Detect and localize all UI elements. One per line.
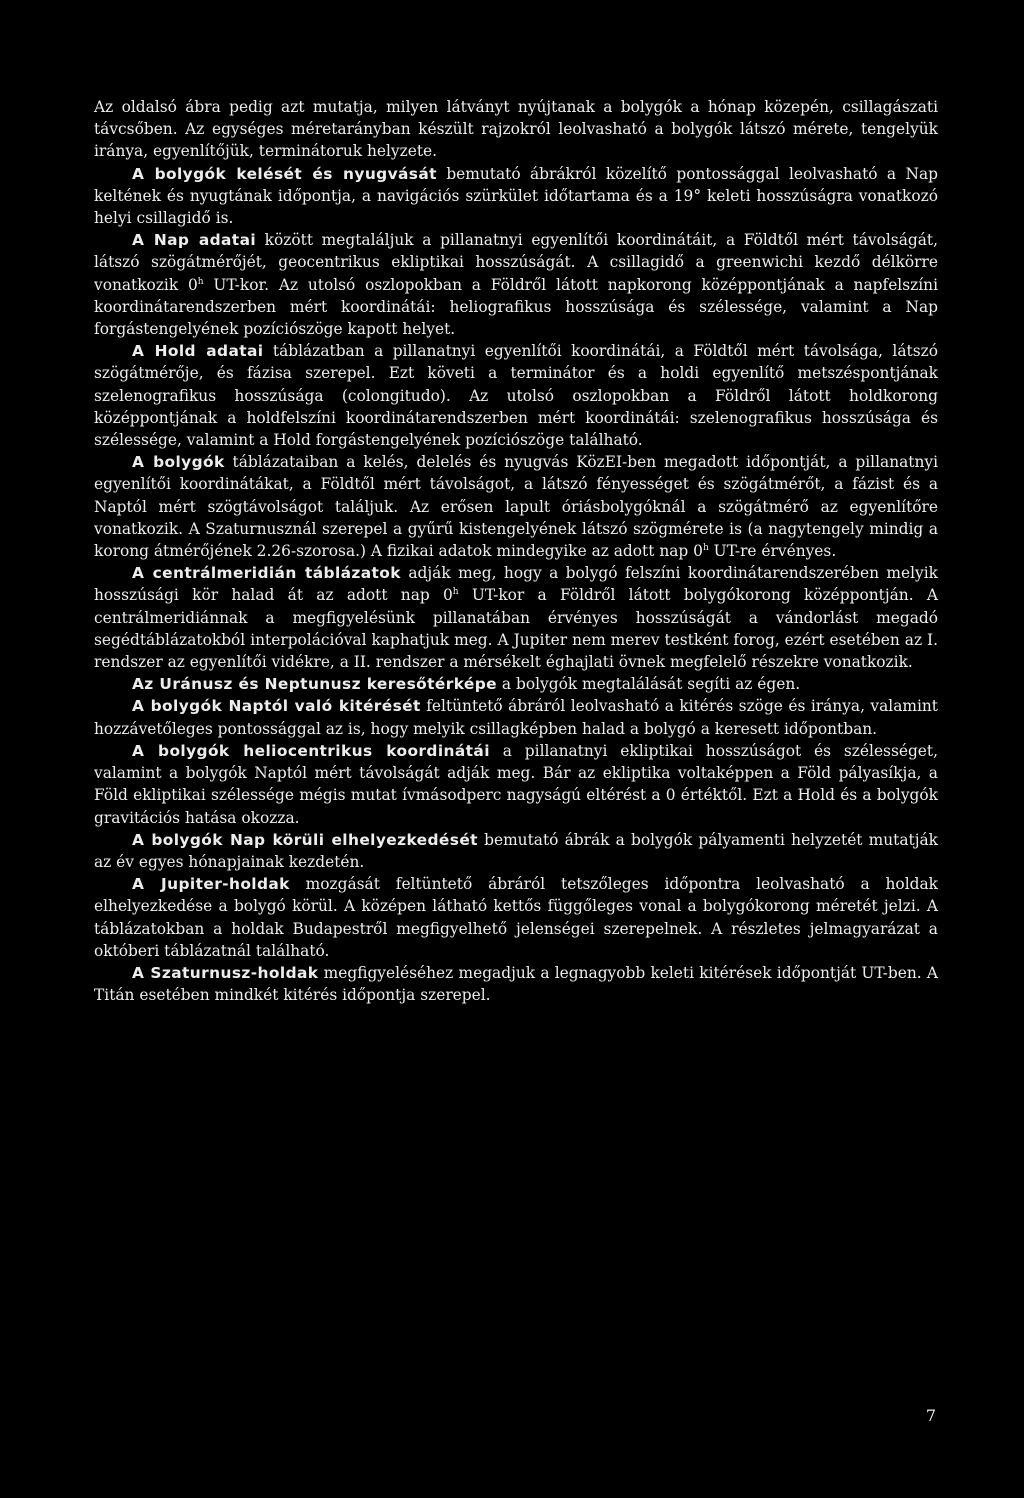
paragraph-12-text: megfigyeléséhez megadjuk a legnagyobb keleti kitérések időpontját UT-ben. A Titán esetében mindkét kitérés időpontja szerepel. [94,963,938,1005]
paragraph-10-text: bemutató ábrák a bolygók pályamenti helyzetét mutatják az év egyes hónapjainak kezdetén. [94,830,939,871]
text-column [94,96,938,1006]
paragraph-11 [94,873,938,962]
paragraph-3-tail: UT-kor. Az utolsó oszlopokban a Földről látott napkorong középpontjának a napfelszíni koordinátarendszerben mért koordinátái: heliografikus hosszúsága és szélessége, valamint a Nap forgástengelyének pozíciószöge kapott helyet. [94,275,938,339]
paragraph-5-text: táblázataiban a kelés, delelés és nyugvás KözEI-ben megadott időpontját, a pillanatnyi egyenlítői koordinátákat, a Földtől mért távolságot, a látszó fényességet és szögátmérőt, a fázist és a Naptól mért szögtávolságot találjuk. Az erősen lapult óriásbolygóknál a szögátmérő az egyenlítőre vonatkozik. A Szaturnusznál szerepel a gyűrű kistengelyének látszó szögmérete is (a nagytengely mindig a korong átmérőjének 2.26-szorosa.) A fizikai adatok mindegyike az adott nap 0 [94,453,938,561]
paragraph-8-lead: A bolygók Naptól való kitérését [132,697,421,716]
paragraph-7 [94,673,938,695]
page-number: 7 [925,1406,936,1425]
paragraph-3-lead: A Nap adatai [132,231,257,250]
paragraph-3-text: között megtaláljuk a pillanatnyi egyenlítői koordinátáit, a Földtől mért távolságát, látszó szögátmérőjét, geocentrikus ekliptikai hosszúságát. A csillagidő a greenwichi kezdő délkörre vonatkozik 0 [94,231,938,294]
paragraph-1-text: Az oldalsó ábra pedig azt mutatja, milyen látványt nyújtanak a bolygók a hónap közepén, csillagászati távcsőben. Az egységes méretarányban készült rajzokról leolvasható a bolygók látszó mérete, tengelyük iránya, egyenlítőjük, terminátoruk helyzete. [94,98,938,161]
paragraph-6-text: adják meg, hogy a bolygó felszíni koordinátarendszerében melyik hosszúsági kör halad át az adott nap 0 [94,564,938,605]
paragraph-4-lead: A Hold adatai [132,342,264,361]
paragraph-5-tail: UT-re érvényes. [708,542,837,561]
paragraph-6 [94,562,938,673]
paragraph-5 [94,451,938,562]
hour-superscript: h [702,542,709,553]
paragraph-10 [94,829,938,873]
paragraph-7-lead: Az Uránusz és Neptunusz keresőtérképe [132,675,498,694]
paragraph-2 [94,163,938,230]
paragraph-2-text: bemutató ábrákról közelítő pontossággal leolvasható a Nap keltének és nyugtának időpontja, a navigációs szürkület időtartama és a 19° keleti hosszúságra vonatkozó helyi csillagidő is. [94,164,938,228]
paragraph-8-text: feltüntető ábráról leolvasható a kitérés szöge és iránya, valamint hozzávetőleges pontossággal az is, hogy melyik csillagképben halad a bolygó a keresett időpontban. [94,697,938,738]
paragraph-6-tail: UT-kor a Földről látott bolygókorong középpontján. A centrálmeridiánnak a megfigyelésünk pillanatában érvényes hosszúságát a vándorlást megadó segédtáblázatokból interpolációval kaphatjuk meg. A Jupiter nem merev testként forog, ezért esetében az I. rendszer az egyenlítői vidékre, a II. rendszer a mérsékelt éghajlati övnek megfelelő részekre vonatkozik. [94,586,938,672]
paragraph-11-text: mozgását feltüntető ábráról tetszőleges időpontra leolvasható a holdak elhelyezkedése a bolygó körül. A középen látható kettős függőleges vonal a bolygókorong méretét jelzi. A táblázatokban a holdak Budapestről megfigyelhető jelenségei szerepelnek. A részletes jelmagyarázat a októberi táblázatnál található. [94,875,938,960]
hour-superscript: h [452,587,459,598]
paragraph-7-text: a bolygók megtalálását segíti az égen. [497,675,801,694]
paragraph-1 [94,96,938,163]
paragraph-4-text: táblázatban a pillanatnyi egyenlítői koordinátái, a Földtől mért távolsága, látszó szögátmérője, és fázisa szerepel. Ezt követi a terminátor és a holdi egyenlítő metszéspontjának szelenografikus hosszúsága (colongitudo). Az utolsó oszlopokban a Földről látott holdkorong középpontjának a holdfelszíni koordinátarendszerben mért koordinátái: szelenografikus hosszúsága és szélessége, valamint a Hold forgástengelyének pozíciószöge található. [94,342,938,450]
paragraph-9-text: a pillanatnyi ekliptikai hosszúságot és szélességet, valamint a bolygók Naptól mért távolságát adják meg. Bár az ekliptika voltaképpen a Föld pályasíkja, a Föld ekliptikai szélessége mégis mutat ívmásodperc nagyságú eltérést a 0 értéktől. Ezt a Hold és a bolygók gravitációs hatása okozza. [94,741,938,827]
hour-superscript: h [197,276,204,287]
paragraph-2-lead: A bolygók kelését és nyugvását [132,164,437,183]
paragraph-9-lead: A bolygók heliocentrikus koordinátái [132,741,490,760]
paragraph-6-lead: A centrálmeridián táblázatok [132,564,401,583]
paragraph-12 [94,962,938,1006]
paragraph-11-lead: A Jupiter-holdak [132,875,290,894]
paragraph-3 [94,229,938,340]
paragraph-5-lead: A bolygók [132,453,225,472]
paragraph-4 [94,340,938,451]
paragraph-10-lead: A bolygók Nap körüli elhelyezkedését [132,830,478,849]
paragraph-9 [94,740,938,829]
paragraph-12-lead: A Szaturnusz-holdak [132,963,319,982]
paragraph-8 [94,695,938,739]
